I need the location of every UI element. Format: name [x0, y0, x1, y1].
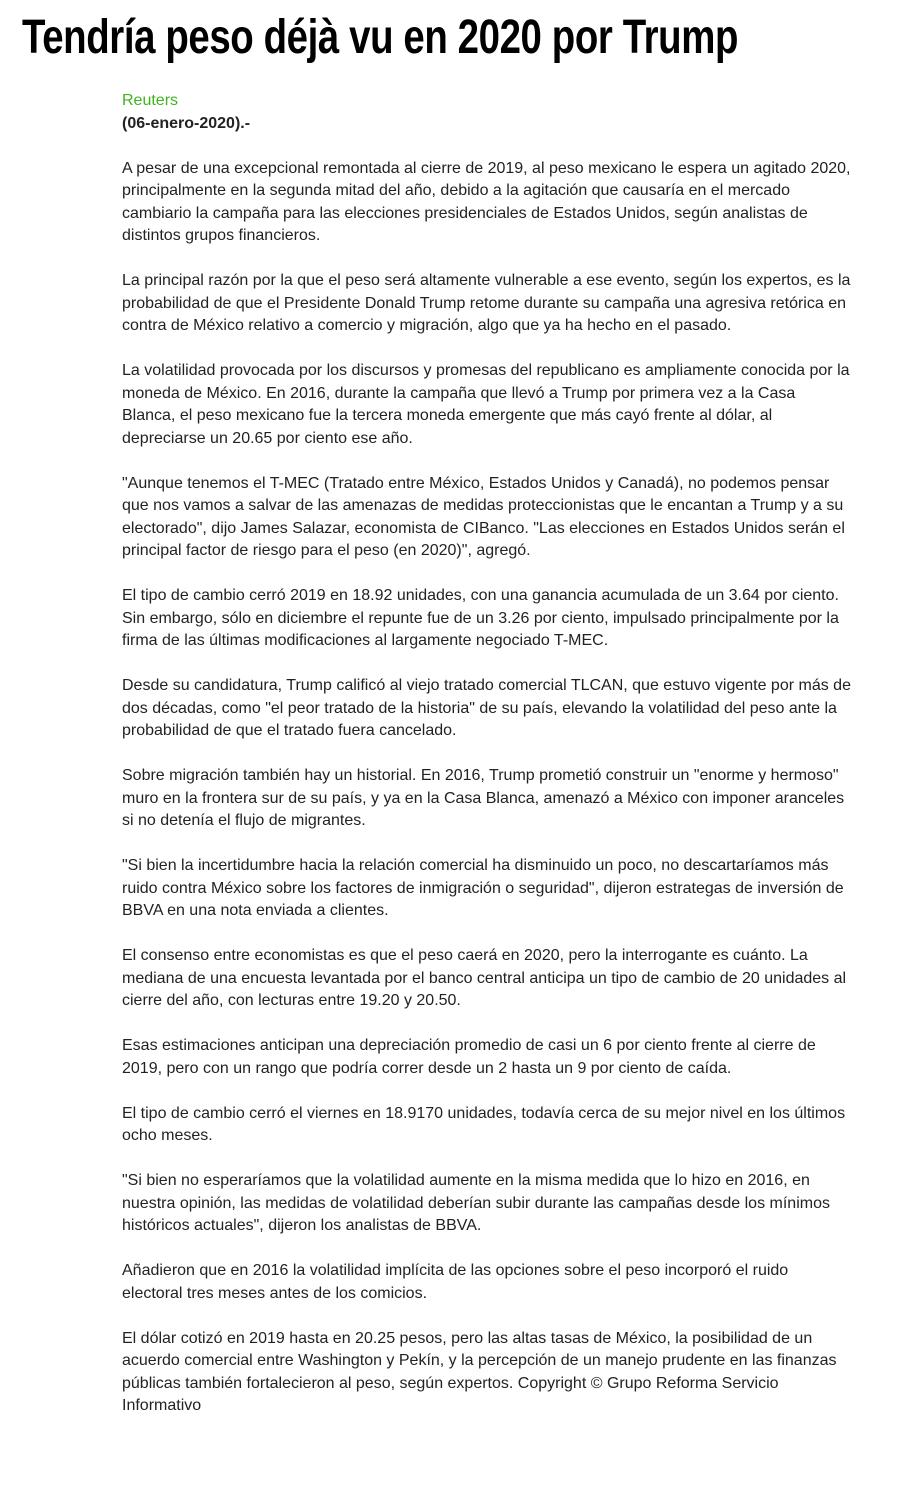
article-paragraph: La principal razón por la que el peso será altamente vulnerable a ese evento, según los expertos, es la probabilidad de que el Presidente Donald Trump retome durante su campaña una agresiva retórica en contra de México relativo a comercio y migración, algo que ya ha hecho en el pasado. [122, 272, 851, 334]
article-paragraph: "Si bien no esperaríamos que la volatilidad aumente en la misma medida que lo hizo en 2016, en nuestra opinión, las medidas de volatilidad deberían subir durante las campañas desde los mínimos históricos actuales", dijeron los analistas de BBVA. [122, 1172, 830, 1234]
article-source: Reuters [122, 92, 179, 109]
article-paragraph: La volatilidad provocada por los discursos y promesas del republicano es ampliamente conocida por la moneda de México. En 2016, durante la campaña que llevó a Trump por primera vez a la Casa Blanca, el peso mexicano fue la tercera moneda emergente que más cayó frente al dólar, al depreciarse un 20.65 por ciento ese año. [122, 362, 850, 447]
article-paragraph: El dólar cotizó en 2019 hasta en 20.25 pesos, pero las altas tasas de México, la posibilidad de un acuerdo comercial entre Washington y Pekín, y la percepción de un manejo prudente en las finanzas públicas también fortalecieron al peso, según expertos. Copyright © Grupo Reforma Servicio Informativo [122, 1329, 837, 1414]
article-paragraph: Esas estimaciones anticipan una depreciación promedio de casi un 6 por ciento frente al cierre de 2019, pero con un rango que podría correr desde un 2 hasta un 9 por ciento de caída. [122, 1037, 816, 1077]
article-paragraph: El consenso entre economistas es que el peso caerá en 2020, pero la interrogante es cuánto. La mediana de una encuesta levantada por el banco central anticipa un tipo de cambio de 20 unidades al cierre del año, con lecturas entre 19.20 y 20.50. [122, 947, 847, 1009]
article-paragraph: Desde su candidatura, Trump calificó al viejo tratado comercial TLCAN, que estuvo vigente por más de dos décadas, como "el peor tratado de la historia" de su país, elevando la volatilidad del peso ante la probabilidad de que el tratado fuera cancelado. [122, 677, 851, 739]
article-paragraph: El tipo de cambio cerró 2019 en 18.92 unidades, con una ganancia acumulada de un 3.64 por ciento. Sin embargo, sólo en diciembre el repunte fue de un 3.26 por ciento, impulsado principalmente por la firma de las últimas modificaciones al largamente negociado T-MEC. [122, 587, 839, 649]
article-paragraph: "Si bien la incertidumbre hacia la relación comercial ha disminuido un poco, no descartaríamos más ruido contra México sobre los factores de inmigración o seguridad", dijeron estrategas de inversión de BBVA en una nota enviada a clientes. [122, 857, 844, 919]
article-body [122, 90, 852, 1418]
article-paragraph: El tipo de cambio cerró el viernes en 18.9170 unidades, todavía cerca de su mejor nivel en los últimos ocho meses. [122, 1104, 846, 1144]
article-paragraph: Añadieron que en 2016 la volatilidad implícita de las opciones sobre el peso incorporó el ruido electoral tres meses antes de los comicios. [122, 1262, 789, 1302]
article-paragraph: "Aunque tenemos el T-MEC (Tratado entre México, Estados Unidos y Canadá), no podemos pensar que nos vamos a salvar de las amenazas de medidas proteccionistas que le encantan a Trump y a su electorado", dijo James Salazar, economista de CIBanco. "Las elecciones en Estados Unidos serán el principal factor de riesgo para el peso (en 2020)", agregó. [122, 474, 845, 559]
article-date: (06-enero-2020).- [122, 114, 251, 132]
article-paragraph: A pesar de una excepcional remontada al cierre de 2019, al peso mexicano le espera un agitado 2020, principalmente en la segunda mitad del año, debido a la agitación que causaría en el mercado cambiario la campaña para las elecciones presidenciales de Estados Unidos, según analistas de distintos grupos financieros. [122, 159, 851, 244]
article-paragraph: Sobre migración también hay un historial. En 2016, Trump prometió construir un "enorme y hermoso" muro en la frontera sur de su país, y ya en la Casa Blanca, amenazó a México con imponer aranceles si no detenía el flujo de migrantes. [122, 767, 845, 829]
article-headline: Tendría peso déjà vu en 2020 por Trump [22, 11, 739, 64]
